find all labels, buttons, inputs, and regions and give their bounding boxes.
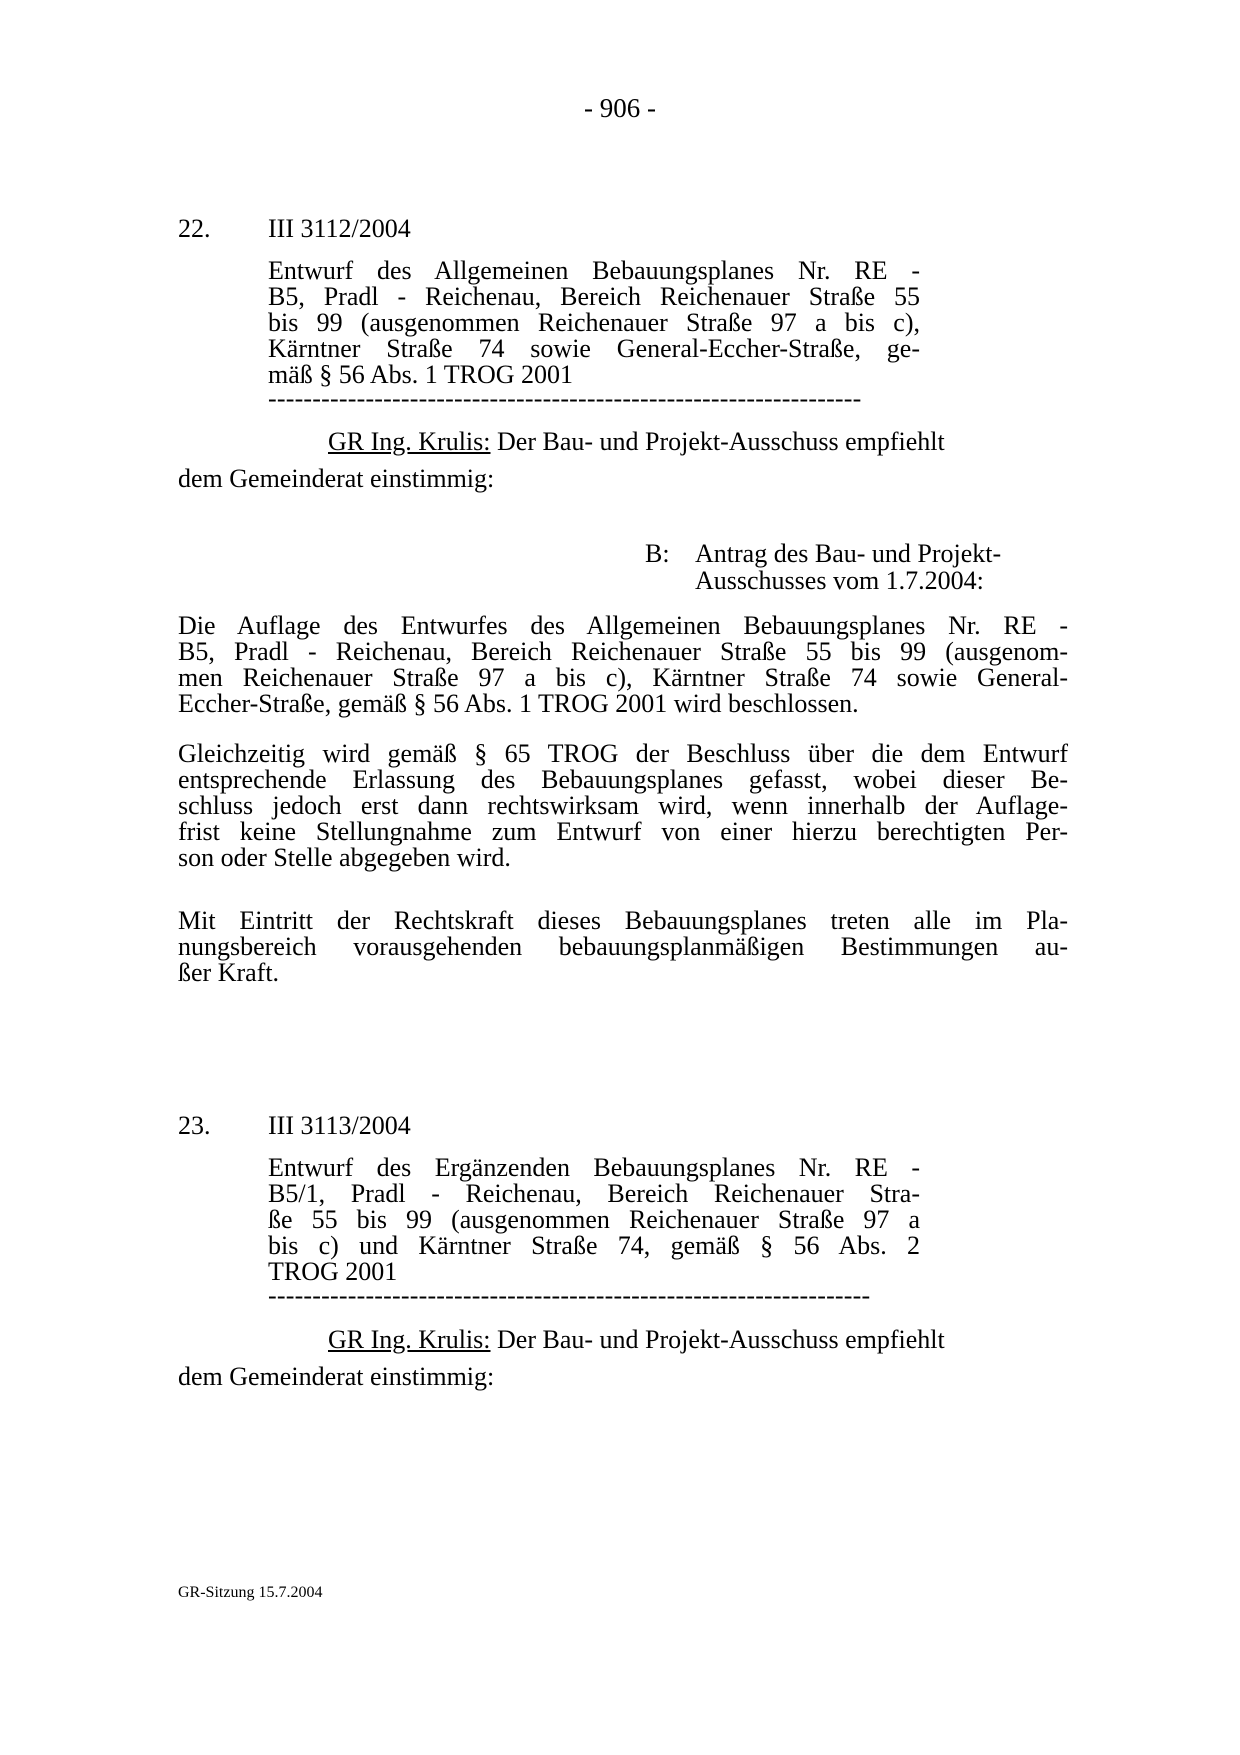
motion-line: Ausschusses vom 1.7.2004:: [695, 566, 984, 595]
title-line: B5, Pradl - Reichenau, Bereich Reichenauer Straße 55: [268, 282, 920, 311]
resolution-paragraph: [178, 908, 1068, 986]
paragraph-line: ßer Kraft.: [178, 958, 280, 987]
speaker-text-continuation: dem Gemeinderat einstimmig:: [178, 464, 495, 493]
paragraph-line: Eccher-Straße, gemäß § 56 Abs. 1 TROG 2001 wird beschlossen.: [178, 689, 859, 718]
item-title: [268, 1155, 920, 1285]
paragraph-line: B5, Pradl - Reichenau, Bereich Reichenauer Straße 55 bis 99 (ausgenom-: [178, 637, 1068, 666]
speaker-statement: [328, 1325, 945, 1355]
paragraph-line: schluss jedoch erst dann rechtswirksam wird, wenn innerhalb der Auflage-: [178, 791, 1068, 820]
title-line: mäß § 56 Abs. 1 TROG 2001: [268, 360, 574, 389]
item-number: 23.: [178, 1111, 211, 1140]
motion-label: B:: [645, 539, 670, 568]
title-line: bis c) und Kärntner Straße 74, gemäß § 56 Abs. 2: [268, 1231, 920, 1260]
title-line: bis 99 (ausgenommen Reichenauer Straße 97 a bis c),: [268, 308, 920, 337]
paragraph-line: Gleichzeitig wird gemäß § 65 TROG der Beschluss über die dem Entwurf: [178, 739, 1068, 768]
paragraph-line: son oder Stelle abgegeben wird.: [178, 843, 511, 872]
speaker-text-continuation: dem Gemeinderat einstimmig:: [178, 1362, 495, 1391]
footer-session-date: GR-Sitzung 15.7.2004: [178, 1584, 323, 1601]
item-reference: III 3113/2004: [268, 1111, 411, 1140]
item-title: [268, 258, 920, 388]
paragraph-line: Mit Eintritt der Rechtskraft dieses Bebauungsplanes treten alle im Pla-: [178, 906, 1068, 935]
title-line: Entwurf des Ergänzenden Bebauungsplanes Nr. RE -: [268, 1153, 920, 1182]
resolution-paragraph: [178, 613, 1068, 717]
speaker-statement: [328, 427, 945, 457]
speaker-name: GR Ing. Krulis:: [328, 1325, 491, 1354]
paragraph-line: men Reichenauer Straße 97 a bis c), Kärntner Straße 74 sowie General-: [178, 663, 1068, 692]
page-number: - 906 -: [584, 93, 656, 123]
separator-line: -------------------------------------------------------------------: [268, 384, 862, 413]
item-number: 22.: [178, 214, 211, 243]
resolution-paragraph: [178, 741, 1068, 871]
paragraph-line: nungsbereich vorausgehenden bebauungsplanmäßigen Bestimmungen au-: [178, 932, 1068, 961]
speaker-text: Der Bau- und Projekt-Ausschuss empfiehlt: [490, 427, 945, 456]
paragraph-line: frist keine Stellungnahme zum Entwurf von einer hierzu berechtigten Per-: [178, 817, 1068, 846]
title-line: ße 55 bis 99 (ausgenommen Reichenauer Straße 97 a: [268, 1205, 920, 1234]
separator-line: --------------------------------------------------------------------: [268, 1281, 871, 1310]
paragraph-line: entsprechende Erlassung des Bebauungsplanes gefasst, wobei dieser Be-: [178, 765, 1068, 794]
title-line: B5/1, Pradl - Reichenau, Bereich Reichenauer Stra-: [268, 1179, 920, 1208]
speaker-text: Der Bau- und Projekt-Ausschuss empfiehlt: [490, 1325, 945, 1354]
title-line: TROG 2001: [268, 1257, 398, 1286]
motion-line: Antrag des Bau- und Projekt-: [695, 539, 1002, 568]
paragraph-line: Die Auflage des Entwurfes des Allgemeinen Bebauungsplanes Nr. RE -: [178, 611, 1068, 640]
item-reference: III 3112/2004: [268, 214, 411, 243]
title-line: Entwurf des Allgemeinen Bebauungsplanes Nr. RE -: [268, 256, 920, 285]
speaker-name: GR Ing. Krulis:: [328, 427, 491, 456]
title-line: Kärntner Straße 74 sowie General-Eccher-Straße, ge-: [268, 334, 920, 363]
